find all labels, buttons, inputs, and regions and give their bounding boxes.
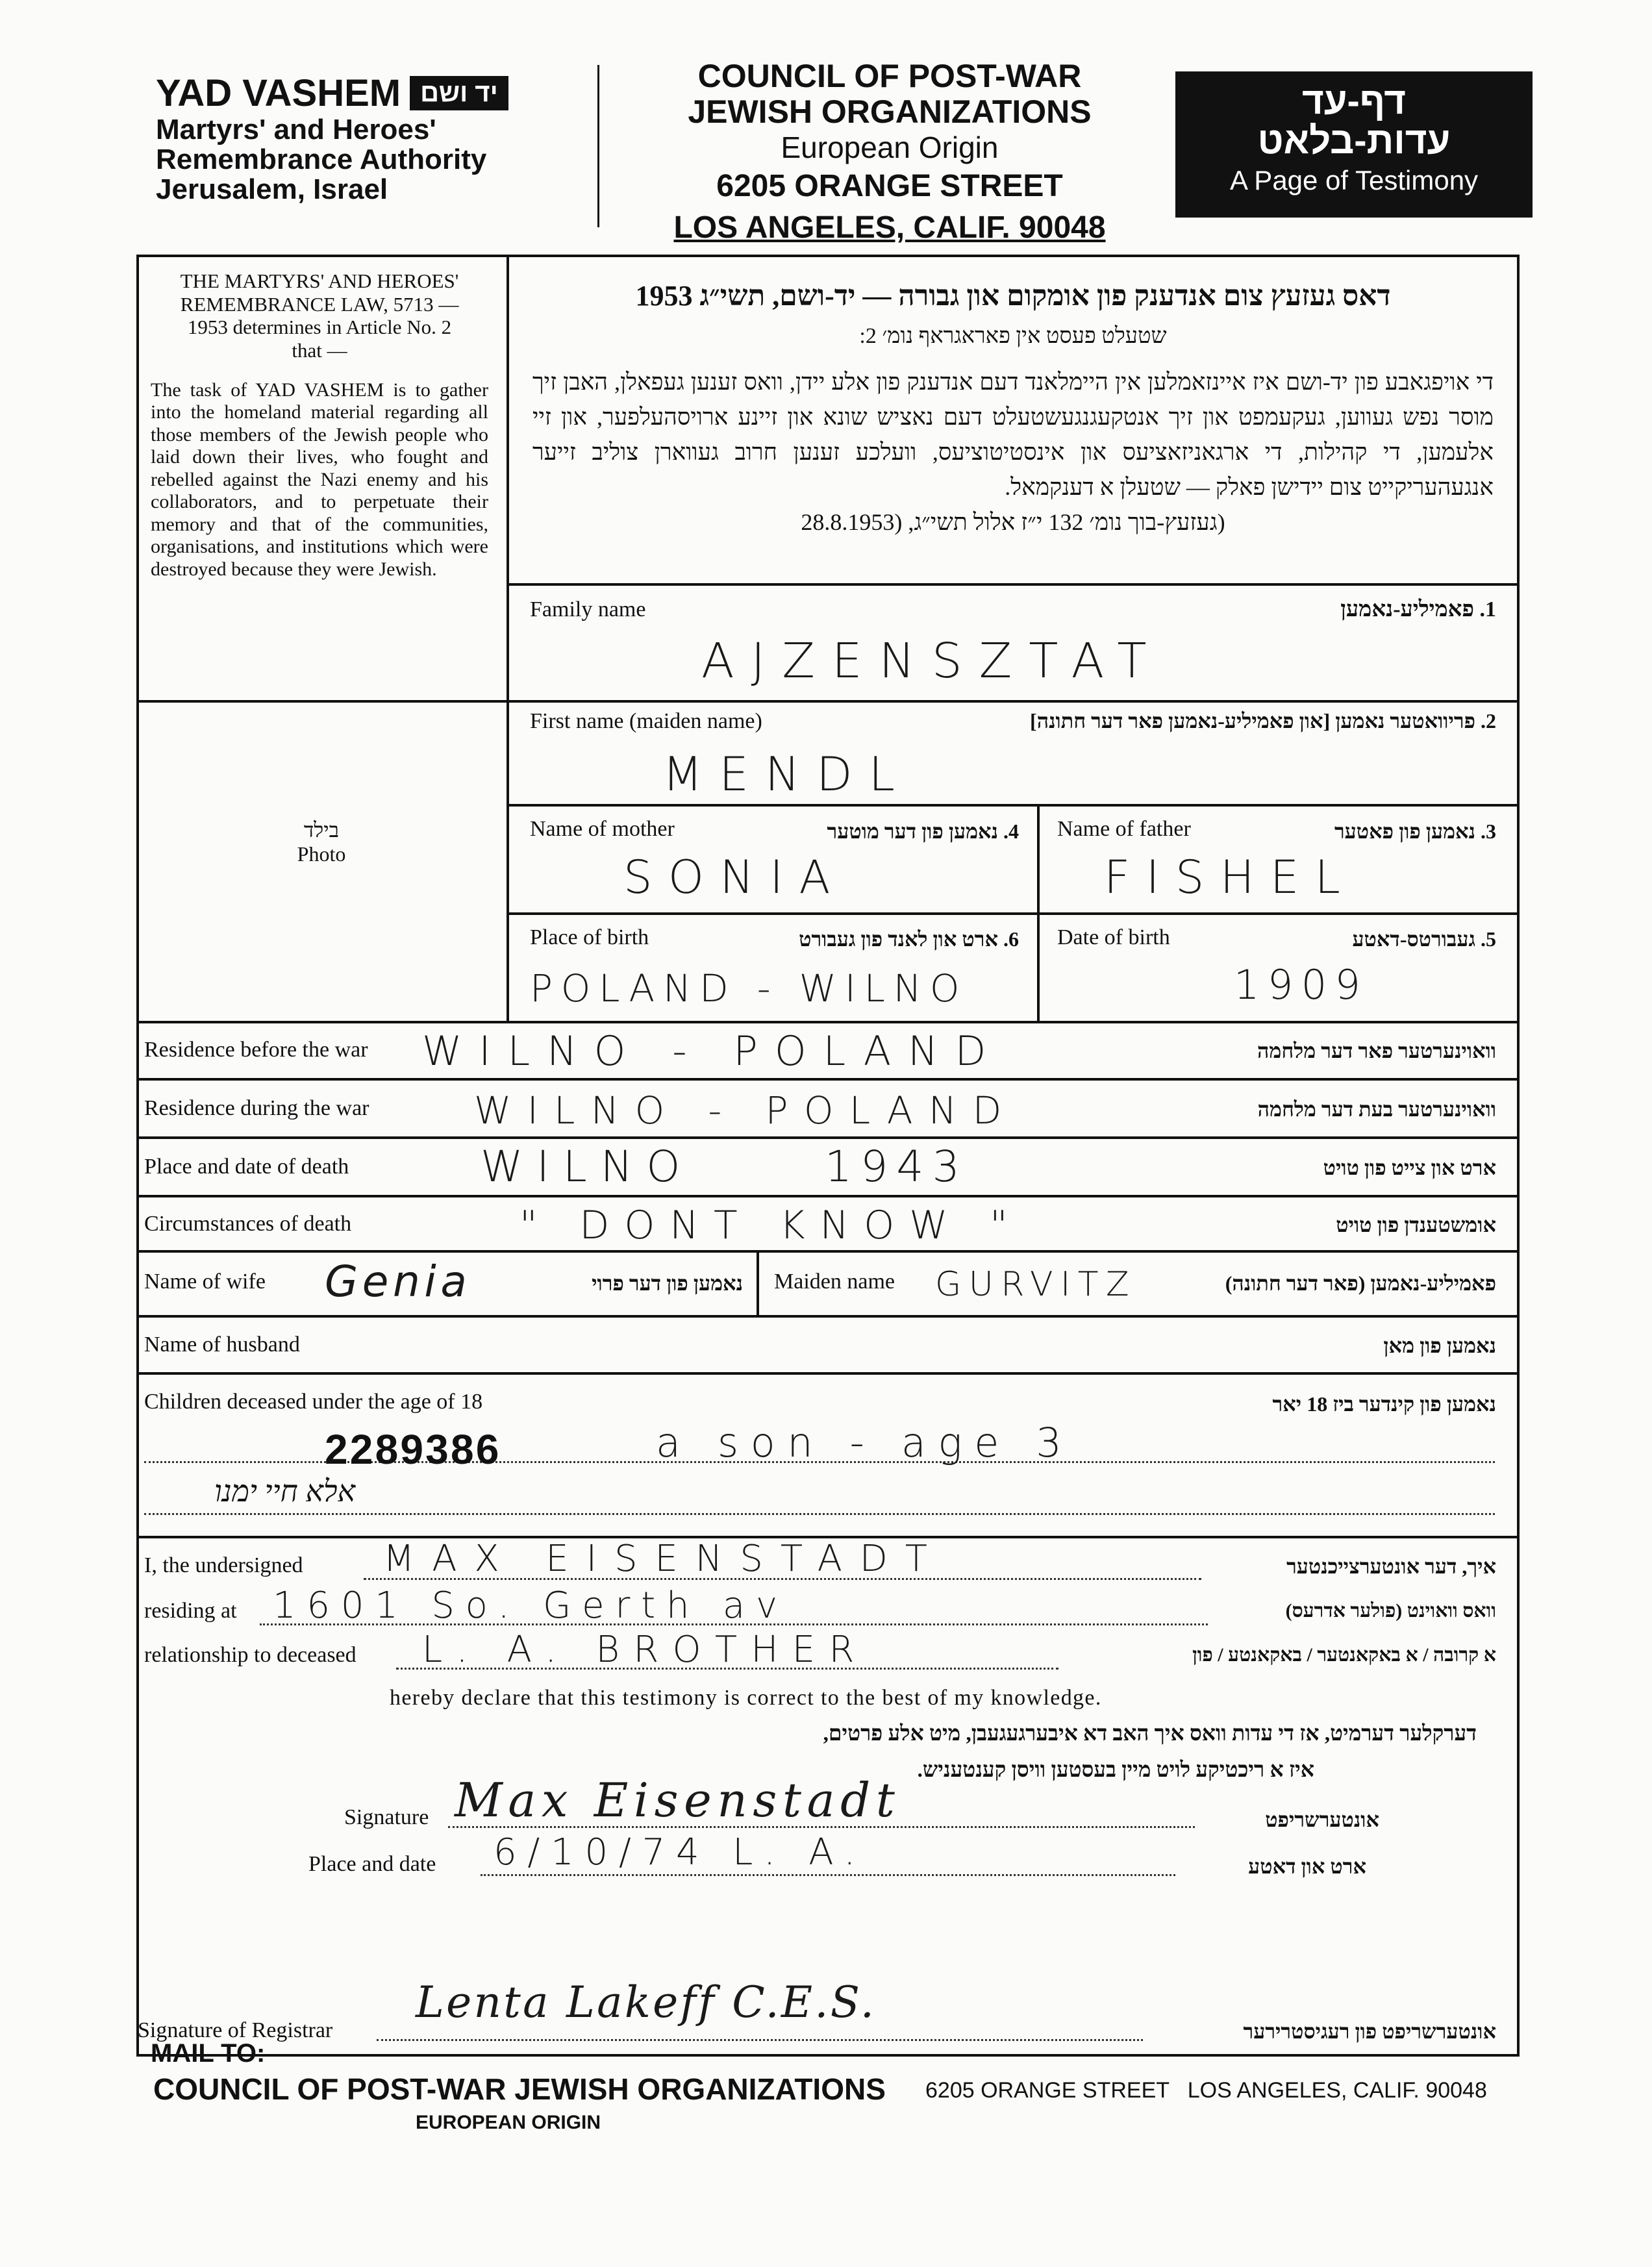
signature-label-yiddish: אונטערשריפט [1265, 1808, 1379, 1831]
birth-place-value[interactable]: POLAND - WILNO [530, 966, 968, 1010]
children-line-2 [144, 1513, 1495, 1515]
footer-mail-to: MAIL TO: [151, 2039, 266, 2068]
father-label: Name of father [1057, 817, 1191, 841]
family-name-label: Family name [530, 597, 646, 621]
photo-hebrew: בילד [303, 818, 340, 842]
declaration-yiddish-2: איז א ריכטיקע לויט מיין בעסטען וויסן קענטעניש. [917, 1759, 1314, 1782]
res-before-label-yiddish: וואוינערטער פאר דער מלחמה [1257, 1039, 1496, 1062]
first-name-value[interactable]: MENDL [662, 747, 912, 801]
place-date-label-yiddish: ארט און דאטע [1248, 1855, 1366, 1878]
maiden-label: Maiden name [774, 1270, 895, 1294]
row-line-4 [507, 912, 1520, 915]
residing-label-yiddish: וואס וואוינט (פולער אדרעס) [1285, 1600, 1496, 1622]
registrar-label: Signature of Registrar [138, 2018, 333, 2042]
undersigned-label: I, the undersigned [144, 1553, 303, 1577]
residing-label: residing at [144, 1599, 237, 1623]
law-box [151, 269, 488, 581]
death-label: Place and date of death [144, 1155, 349, 1179]
row-line-10 [136, 1315, 1520, 1318]
first-name-label: First name (maiden name) [530, 709, 762, 733]
yad-vashem-line1: Martyrs' and Heroes' [156, 114, 436, 145]
yad-vashem-line3: Jerusalem, Israel [156, 173, 388, 206]
header-divider [597, 65, 599, 227]
yad-vashem-line2: Remembrance Authority [156, 144, 487, 176]
yiddish-intro-title: דאס געזעץ צום אנדענק פון אומקום און גבורה — יד-ושם, תשי״ג 1953 [635, 280, 1391, 312]
row-line-9 [136, 1250, 1520, 1253]
row-line-3 [507, 804, 1520, 807]
yad-vashem-header [156, 71, 571, 205]
res-during-value[interactable]: WILNO - POLAND [474, 1088, 1018, 1133]
yiddish-intro [532, 279, 1494, 536]
birth-date-label: Date of birth [1057, 925, 1170, 949]
res-before-label: Residence before the war [144, 1038, 368, 1062]
children-value[interactable]: a son - age 3 [656, 1419, 1074, 1466]
council-line2: JEWISH ORGANIZATIONS [688, 94, 1092, 130]
children-note: אלא חיי ימנו [214, 1475, 356, 1508]
footer-sub: EUROPEAN ORIGIN [416, 2112, 601, 2133]
law-box-body: The task of YAD VASHEM is to gather into the homeland material regarding all those members of the Jewish people who laid down their lives, who fought and rebelled against the Nazi enemy and his collaborators, and to perpetuate their memory and that of the communities, organisations, and institutions which were destroyed because they were Jewish. [151, 379, 488, 580]
registrar-line [377, 2039, 1143, 2041]
children-label-yiddish: נאמען פון קינדער ביז 18 יאר [1272, 1392, 1496, 1416]
banner-hebrew2: עדות-בלאט [1257, 119, 1451, 162]
father-value[interactable]: FISHEL [1104, 851, 1357, 904]
death-date-value[interactable]: 1943 [825, 1142, 968, 1192]
mother-label-yiddish: 4. נאמען פון דער מוטער [827, 820, 1019, 843]
row-line-8 [136, 1195, 1520, 1197]
banner-hebrew1: דף-עד [1301, 80, 1407, 122]
declaration-yiddish-1: דערקלער דערמיט, אז די עדות וואס איך האב דא איבערגעגעבן, מיט אלע פרטים, [823, 1722, 1477, 1746]
mother-value[interactable]: SONIA [623, 851, 846, 904]
maiden-label-yiddish: פאמיליע-נאמען (פאר דער חתונה) [1225, 1271, 1496, 1295]
yad-vashem-logo: יד ושם [410, 76, 508, 110]
law-box-bottom [136, 700, 507, 703]
parents-divider [1037, 804, 1040, 1021]
photo-area [136, 818, 507, 866]
death-place-value[interactable]: WILNO [481, 1142, 694, 1192]
wife-label: Name of wife [144, 1270, 266, 1294]
council-line4: 6205 ORANGE STREET [716, 169, 1063, 204]
undersigned-label-yiddish: איך, דער אונטערצייכנטער [1286, 1555, 1496, 1578]
yiddish-intro-citation: (געזעץ-בוך נומ׳ 132 י״ז אלול תשי״ג, (28.8.1953 [801, 509, 1225, 535]
signature-value[interactable]: Max Eisenstadt [455, 1773, 901, 1827]
birth-date-label-yiddish: 5. געבורטס-דאטע [1352, 927, 1496, 951]
family-name-label-yiddish: 1. פאמיליע-נאמען [1340, 597, 1496, 621]
row-line-6 [136, 1078, 1520, 1081]
res-during-label-yiddish: וואוינערטער בעת דער מלחמה [1257, 1097, 1496, 1121]
law-column-divider [507, 255, 509, 1021]
undersigned-value[interactable]: MAX EISENSTADT [383, 1538, 945, 1580]
registrar-label-yiddish: אונטערשריפט פון רעגיסטרירער [1243, 2020, 1496, 2043]
children-stamp-number: 2289386 [325, 1426, 501, 1473]
declaration-statement: hereby declare that this testimony is correct to the best of my knowledge. [390, 1686, 1102, 1710]
row-line-7 [136, 1136, 1520, 1139]
council-line5: LOS ANGELES, CALIF. 90048 [673, 210, 1106, 245]
yiddish-intro-body: די אויפגאבע פון יד-ושם איז איינזאמלען אין היימלאנד דעם אנדענק פון אלע יידן, וואס זענען געפאלן, האבן זיך מוסר נפש געווען, געקעמפט און זיך אנטקעגנגעשטעלט דעם נאציש שונא און זיינע ארויסהעלפער, און זיי אלעמען, די קהילות, די ארגאניזאציעס און אינסטיטוציעס, וועלכע זענען חרוב געווארן צוליב זייער אנגעהעריקייט צום יידישן פאלק — שטעלן א דענקמאל. [532, 369, 1494, 500]
children-label: Children deceased under the age of 18 [144, 1390, 483, 1414]
law-box-title: THE MARTYRS' AND HEROES' REMEMBRANCE LAW, 5713 — 1953 determines in Article No. 2 that — [180, 269, 459, 362]
footer-org: COUNCIL OF POST-WAR JEWISH ORGANIZATIONS [153, 2072, 886, 2106]
place-date-label: Place and date [308, 1852, 436, 1876]
birth-place-label: Place of birth [530, 925, 649, 949]
photo-label: Photo [297, 842, 346, 866]
row-line-1 [507, 583, 1520, 586]
relationship-value[interactable]: L. A. BROTHER [422, 1629, 868, 1671]
father-label-yiddish: 3. נאמען פון פאטער [1334, 820, 1496, 843]
council-header [623, 58, 1156, 248]
signature-label: Signature [344, 1805, 429, 1829]
page-of-testimony-banner [1175, 71, 1533, 218]
husband-label-yiddish: נאמען פון מאן [1383, 1334, 1496, 1357]
maiden-value[interactable]: GURVITZ [935, 1265, 1137, 1304]
circumstances-value[interactable]: " DONT KNOW " [519, 1203, 1023, 1248]
footer-address: 6205 ORANGE STREET LOS ANGELES, CALIF. 90048 [925, 2078, 1487, 2103]
mother-label: Name of mother [530, 817, 675, 841]
first-name-label-yiddish: 2. פריוואטער נאמען [און פאמיליע-נאמען פאר דער חתונה] [1030, 709, 1496, 733]
circumstances-label: Circumstances of death [144, 1212, 352, 1236]
row-line-2 [507, 700, 1520, 703]
place-date-value[interactable]: 6/10/74 L. A. [494, 1831, 867, 1873]
council-line3: European Origin [781, 131, 999, 164]
birth-date-value[interactable]: 1909 [1234, 961, 1369, 1008]
row-line-5 [136, 1021, 1520, 1023]
yad-vashem-title: YAD VASHEM [156, 72, 401, 114]
registrar-signature[interactable]: Lenta Lakeff C.E.S. [416, 1977, 877, 2027]
spouse-divider [757, 1250, 759, 1315]
wife-label-yiddish: נאמען פון דער פרוי [592, 1271, 743, 1295]
birth-place-label-yiddish: 6. ארט און לאנד פון געבורט [799, 927, 1019, 951]
relationship-label: relationship to deceased [144, 1643, 357, 1667]
place-date-line [481, 1874, 1175, 1876]
residing-value[interactable]: 1601 So. Gerth av [273, 1584, 788, 1627]
relationship-label-yiddish: א קרובה / א באקאנטער / באקאנטע / פון [1192, 1644, 1496, 1666]
circumstances-label-yiddish: אומשטענדן פון טויט [1336, 1213, 1496, 1236]
death-label-yiddish: ארט און צייט פון טויט [1323, 1156, 1496, 1179]
row-line-11 [136, 1372, 1520, 1375]
banner-english: A Page of Testimony [1229, 164, 1479, 195]
wife-value[interactable]: Genia [325, 1257, 471, 1307]
yiddish-intro-subtitle: שטעלט פעסט אין פאראגראף נומ׳ 2: [859, 324, 1167, 348]
family-name-value[interactable]: AJZENSZTAT [701, 633, 1164, 689]
res-during-label: Residence during the war [144, 1096, 369, 1120]
res-before-value[interactable]: WILNO - POLAND [422, 1027, 1003, 1075]
husband-label: Name of husband [144, 1333, 300, 1357]
council-line1: COUNCIL OF POST-WAR [697, 58, 1082, 94]
